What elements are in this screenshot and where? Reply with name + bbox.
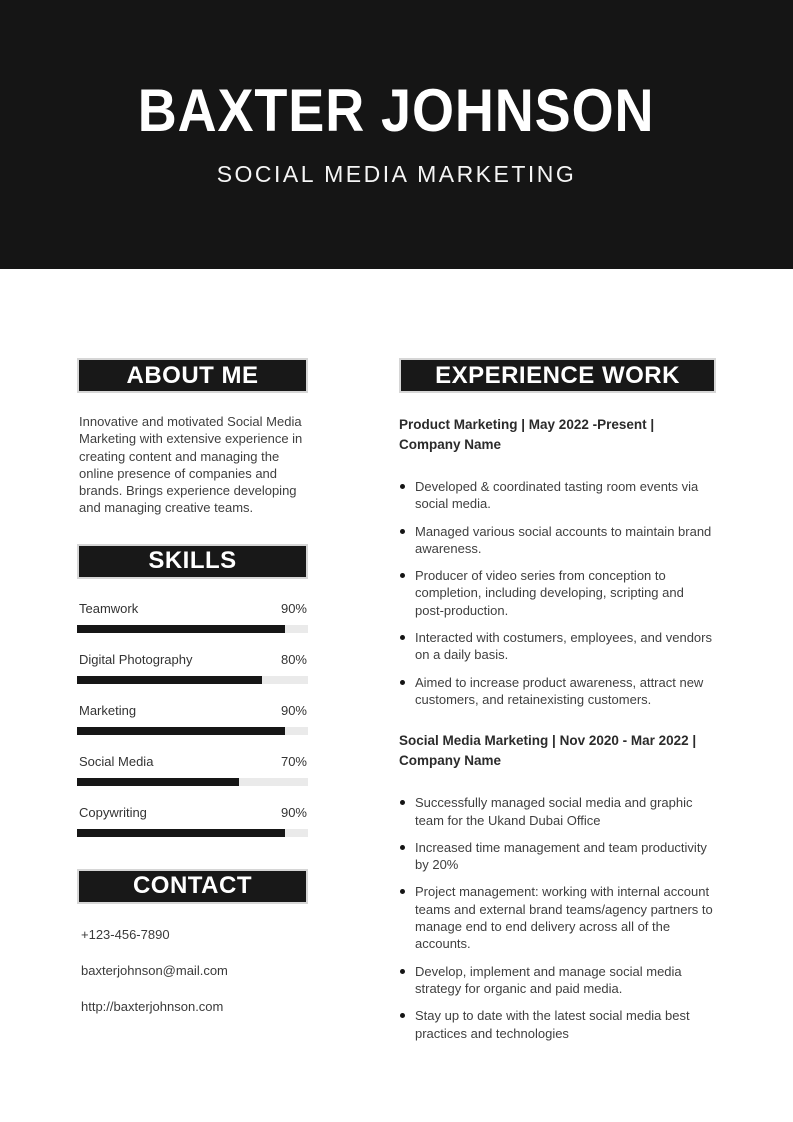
job-bullet-list xyxy=(399,794,716,1042)
bullet-icon xyxy=(400,1013,405,1018)
bullet-item xyxy=(399,567,716,619)
job-title-line1: Product Marketing | May 2022 -Present | xyxy=(399,417,655,432)
bullet-text: Increased time management and team productivity by 20% xyxy=(415,839,707,873)
job-entry-social-media-marketing xyxy=(399,731,716,1042)
skill-percent: 90% xyxy=(280,804,307,820)
bullet-text: Develop, implement and manage social media strategy for organic and paid media. xyxy=(415,963,682,996)
skill-progress-fill xyxy=(77,676,262,684)
skill-progress-fill xyxy=(77,727,285,735)
skill-progress-track xyxy=(77,676,308,684)
skill-progress-track xyxy=(77,778,308,786)
skill-progress-track xyxy=(77,829,308,837)
bullet-item xyxy=(399,629,716,664)
bullet-text: Managed various social accounts to maintain brand awareness. xyxy=(415,523,712,556)
skill-item-teamwork xyxy=(77,601,308,633)
contact-heading: CONTACT xyxy=(77,869,308,904)
job-title-line2: Company Name xyxy=(399,753,502,769)
content-area xyxy=(0,269,793,1052)
about-heading: ABOUT ME xyxy=(77,358,308,393)
skill-item-marketing xyxy=(77,703,308,735)
bullet-item xyxy=(399,674,716,709)
bullet-text: Developed & coordinated tasting room events via social media. xyxy=(415,479,699,512)
bullet-text: Successfully managed social media and graphic team for the Ukand Dubai Office xyxy=(415,795,693,828)
bullet-icon xyxy=(400,969,405,974)
skill-percent: 90% xyxy=(280,600,307,616)
skill-progress-track xyxy=(77,727,308,735)
job-entry-product-marketing xyxy=(399,415,716,708)
skills-heading: SKILLS xyxy=(77,544,308,579)
skill-item-digital-photography xyxy=(77,652,308,684)
skill-label: Teamwork xyxy=(79,600,139,616)
bullet-item xyxy=(399,794,716,829)
bullet-item xyxy=(399,1007,716,1042)
bullet-icon xyxy=(400,484,405,489)
bullet-item xyxy=(399,839,716,874)
about-text: Innovative and motivated Social Media Marketing with extensive experience in creating content and managing the online presence of companies and brands. Brings experience developing and managing creative teams. xyxy=(79,414,303,516)
skills-list xyxy=(77,601,308,837)
job-bullet-list xyxy=(399,478,716,708)
skill-percent: 80% xyxy=(280,651,307,667)
contact-list xyxy=(77,927,308,1014)
skill-progress-fill xyxy=(77,829,285,837)
job-title xyxy=(399,731,716,771)
skill-percent: 90% xyxy=(280,702,307,718)
skill-progress-fill xyxy=(77,625,285,633)
skill-progress-fill xyxy=(77,778,239,786)
bullet-text: Producer of video series from conception to completion, including developing, scripting and post-production. xyxy=(415,568,684,618)
person-name: BAXTER JOHNSON xyxy=(138,77,655,144)
bullet-icon xyxy=(400,573,405,578)
bullet-item xyxy=(399,523,716,558)
skill-label: Copywriting xyxy=(79,804,147,820)
left-column xyxy=(77,358,308,1052)
bullet-text: Stay up to date with the latest social media best practices and technologies xyxy=(415,1008,690,1041)
contact-email: baxterjohnson@mail.com xyxy=(81,962,228,978)
skill-item-copywriting xyxy=(77,805,308,837)
bullet-text: Interacted with costumers, employees, and vendors on a daily basis. xyxy=(415,630,712,663)
bullet-icon xyxy=(400,845,405,850)
bullet-icon xyxy=(400,800,405,805)
person-job-title: SOCIAL MEDIA MARKETING xyxy=(216,161,577,187)
bullet-text: Aimed to increase product awareness, attract new customers, and retainexisting customers. xyxy=(415,674,704,707)
bullet-text: Project management: working with internal account teams and external brand teams/agency partners to manage end to end delivery across all of the accounts. xyxy=(415,884,713,952)
skill-item-social-media xyxy=(77,754,308,786)
skill-label: Social Media xyxy=(79,753,154,769)
header-banner xyxy=(0,0,793,269)
experience-heading: EXPERIENCE WORK xyxy=(399,358,716,393)
contact-phone: +123-456-7890 xyxy=(81,926,170,942)
bullet-item xyxy=(399,478,716,513)
job-title-line2: Company Name xyxy=(399,437,502,452)
bullet-icon xyxy=(400,635,405,640)
skill-percent: 70% xyxy=(280,753,307,769)
skill-label: Digital Photography xyxy=(79,651,193,667)
experience-column xyxy=(399,358,716,1052)
bullet-item xyxy=(399,883,716,952)
about-section xyxy=(77,358,308,517)
job-title xyxy=(399,415,716,455)
job-title-line1: Social Media Marketing | Nov 2020 - Mar 2022 | xyxy=(399,733,697,749)
skills-section xyxy=(77,544,308,837)
bullet-icon xyxy=(400,889,405,894)
contact-website: http://baxterjohnson.com xyxy=(81,998,224,1014)
bullet-icon xyxy=(400,680,405,685)
bullet-icon xyxy=(400,529,405,534)
contact-section xyxy=(77,869,308,1014)
skill-progress-track xyxy=(77,625,308,633)
bullet-item xyxy=(399,963,716,998)
skill-label: Marketing xyxy=(79,702,137,718)
